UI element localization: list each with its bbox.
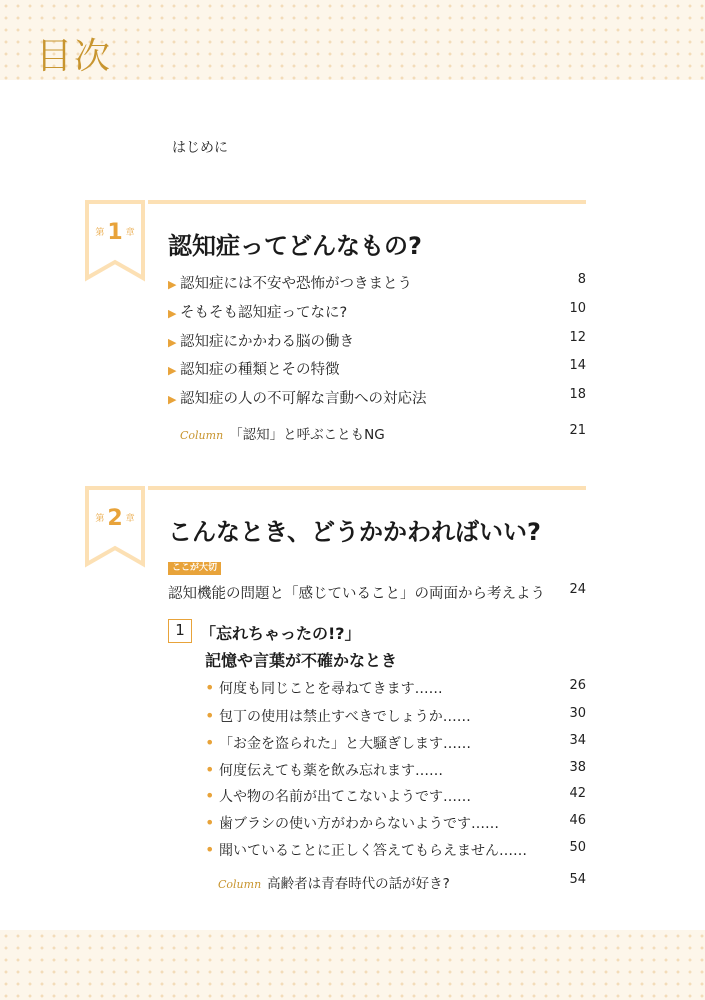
chapter-1-item[interactable]: ▶ 認知症の人の不可解な言動への対応法 18 [168, 387, 586, 407]
chapter-1-item[interactable]: ▶ そもそも認知症ってなに? 10 [168, 301, 586, 321]
chapter-2-column[interactable]: Column 高齢者は青春時代の話が好き? 54 [218, 872, 586, 892]
dot-bullet-icon: • [205, 840, 215, 859]
dot-bullet-icon: • [205, 678, 215, 697]
triangle-bullet-icon: ▶ [168, 336, 177, 349]
dot-bullet-icon: • [205, 706, 215, 725]
section-item[interactable]: • 何度も同じことを尋ねてきます…… 26 [205, 678, 586, 697]
chapter-2-title[interactable]: こんなとき、どうかかわればいい? [168, 518, 541, 546]
chapter-1-number: $^第$ 1 $^章$ [95, 220, 135, 245]
section-item[interactable]: • 何度伝えても薬を飲み忘れます…… 38 [205, 760, 586, 779]
section-title-line2[interactable]: 記憶や言葉が不確かなとき [205, 651, 398, 670]
section-item[interactable]: • 歯ブラシの使い方がわからないようです…… 46 [205, 813, 586, 832]
section-item[interactable]: • 人や物の名前が出てこないようです…… 42 [205, 786, 586, 805]
chapter-1-item[interactable]: ▶ 認知症にかかわる脳の働き 12 [168, 330, 586, 350]
section-number-box: 1 [168, 619, 192, 643]
chapter-1-rule [148, 200, 586, 204]
chapter-1-item[interactable]: ▶ 認知症の種類とその特徴 14 [168, 358, 586, 378]
chapter-2-number: $^第$ 2 $^章$ [95, 506, 135, 531]
chapter-1-title[interactable]: 認知症ってどんなもの? [168, 232, 422, 260]
chapter-2-rule [148, 486, 586, 490]
triangle-bullet-icon: ▶ [168, 393, 177, 406]
toc-item-intro[interactable]: はじめに [172, 140, 228, 156]
section-item[interactable]: • 聞いていることに正しく答えてもらえません…… 50 [205, 840, 586, 859]
chapter-2-key-item[interactable]: 認知機能の問題と「感じていること」の両面から考えよう 24 [168, 582, 586, 602]
triangle-bullet-icon: ▶ [168, 307, 177, 320]
page-title: 目次 [36, 36, 113, 77]
triangle-bullet-icon: ▶ [168, 278, 177, 291]
dot-bullet-icon: • [205, 813, 215, 832]
dot-bullet-icon: • [205, 786, 215, 805]
dot-bullet-icon: • [205, 733, 215, 752]
chapter-1-item[interactable]: ▶ 認知症には不安や恐怖がつきまとう 8 [168, 272, 586, 292]
section-item[interactable]: • 「お金を盗られた」と大騒ぎします…… 34 [205, 733, 586, 752]
section-title-line1[interactable]: 「忘れちゃったの!?」 [200, 624, 361, 643]
footer-band [0, 930, 705, 1000]
triangle-bullet-icon: ▶ [168, 364, 177, 377]
section-item[interactable]: • 包丁の使用は禁止すべきでしょうか…… 30 [205, 706, 586, 725]
chapter-1-column[interactable]: Column 「認知」と呼ぶこともNG 21 [180, 423, 586, 443]
column-label: Column [180, 429, 224, 442]
important-tag: ここが大切 [168, 562, 221, 575]
dot-bullet-icon: • [205, 760, 215, 779]
column-label: Column [218, 878, 262, 891]
